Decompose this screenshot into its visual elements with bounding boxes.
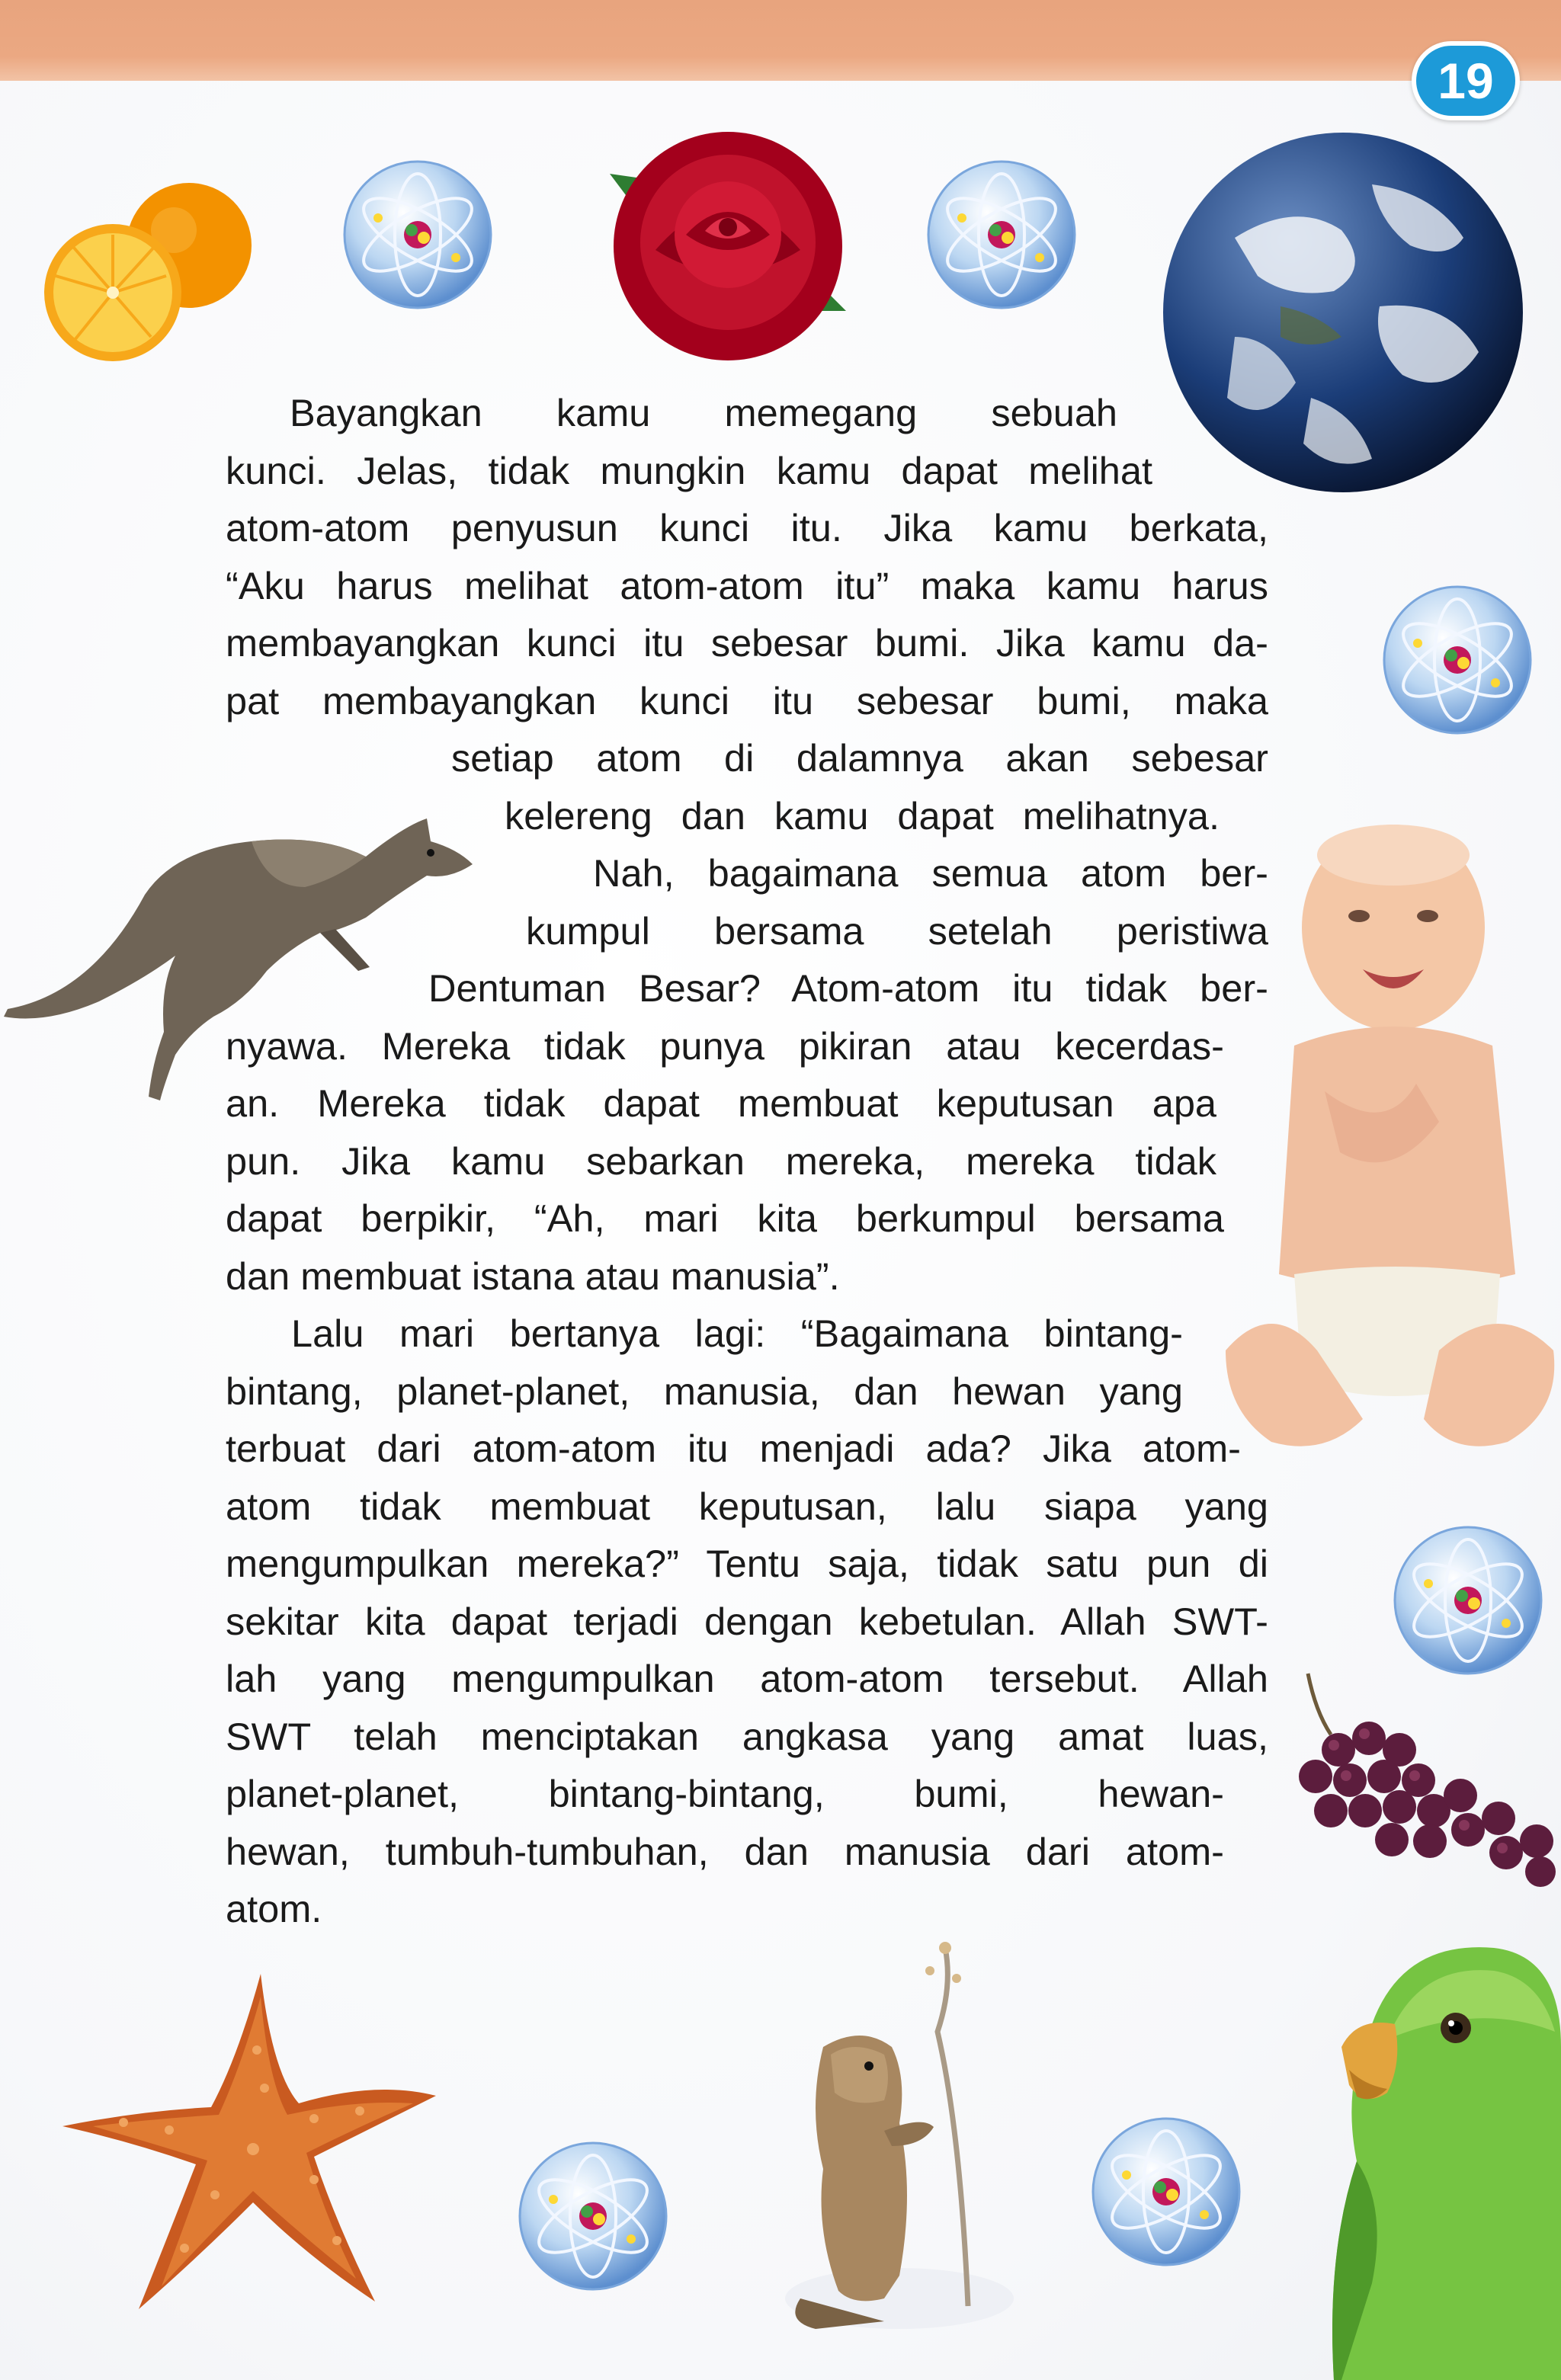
text-line: an. Mereka tidak dapat membuat keputusan apa: [226, 1081, 1216, 1125]
text-line: Lalu mari bertanya lagi: “Bagaimana bintang-: [291, 1312, 1183, 1355]
text-line: bintang, planet-planet, manusia, dan hewan yang: [226, 1369, 1183, 1413]
text-line: lah yang mengumpulkan atom-atom tersebut. Allah: [226, 1657, 1268, 1700]
atom-icon: [1381, 584, 1534, 736]
text-line: dan membuat istana atau manusia”.: [226, 1254, 840, 1298]
atom-icon: [1392, 1524, 1544, 1677]
text-line: terbuat dari atom-atom itu menjadi ada? Jika atom-: [226, 1427, 1241, 1470]
text-line: membayangkan kunci itu sebesar bumi. Jika kamu da-: [226, 621, 1268, 665]
text-line: Nah, bagaimana semua atom ber-: [593, 851, 1268, 895]
text-line: atom tidak membuat keputusan, lalu siapa yang: [226, 1484, 1268, 1528]
text-line: planet-planet, bintang-bintang, bumi, hewan-: [226, 1772, 1224, 1815]
atom-icon: [925, 159, 1078, 311]
atom-icon: [341, 159, 494, 311]
grapes-icon: [1270, 1666, 1561, 1895]
text-line: atom.: [226, 1887, 322, 1930]
text-line: sekitar kita dapat terjadi dengan kebetulan. Allah SWT-: [226, 1599, 1268, 1643]
atom-icon: [517, 2140, 669, 2292]
header-band: [0, 0, 1561, 81]
parrot-icon: [1326, 1933, 1561, 2380]
rose-icon: [602, 120, 854, 372]
text-line: “Aku harus melihat atom-atom itu” maka kamu harus: [226, 563, 1268, 607]
text-line: kelereng dan kamu dapat melihatnya.: [505, 793, 1220, 838]
text-line: atom-atom penyusun kunci itu. Jika kamu berkata,: [226, 506, 1268, 549]
text-line: mengumpulkan mereka?” Tentu saja, tidak satu pun di: [226, 1542, 1268, 1585]
starfish-icon: [55, 1966, 444, 2317]
text-line: pat membayangkan kunci itu sebesar bumi, maka: [226, 678, 1268, 722]
text-line: nyawa. Mereka tidak punya pikiran atau kecerdas-: [226, 1023, 1224, 1068]
text-line: Bayangkan kamu memegang sebuah: [290, 391, 1117, 434]
body-text: [226, 384, 1268, 1938]
text-line: kunci. Jelas, tidak mungkin kamu dapat melihat: [226, 448, 1152, 492]
squirrel-icon: [770, 1940, 1014, 2344]
atom-icon: [1090, 2116, 1242, 2268]
orange-icon: [37, 162, 250, 367]
text-line: setiap atom di dalamnya akan sebesar: [451, 736, 1268, 780]
text-line: pun. Jika kamu sebarkan mereka, mereka tidak: [226, 1139, 1216, 1183]
text-line: dapat berpikir, “Ah, mari kita berkumpul bersama: [226, 1196, 1224, 1240]
text-line: hewan, tumbuh-tumbuhan, dan manusia dari atom-: [226, 1829, 1224, 1873]
text-line: kumpul bersama setelah peristiwa: [526, 908, 1268, 953]
text-line: SWT telah menciptakan angkasa yang amat luas,: [226, 1714, 1268, 1758]
page-number-badge: 19: [1412, 41, 1520, 120]
text-line: Dentuman Besar? Atom-atom itu tidak ber-: [428, 966, 1268, 1010]
